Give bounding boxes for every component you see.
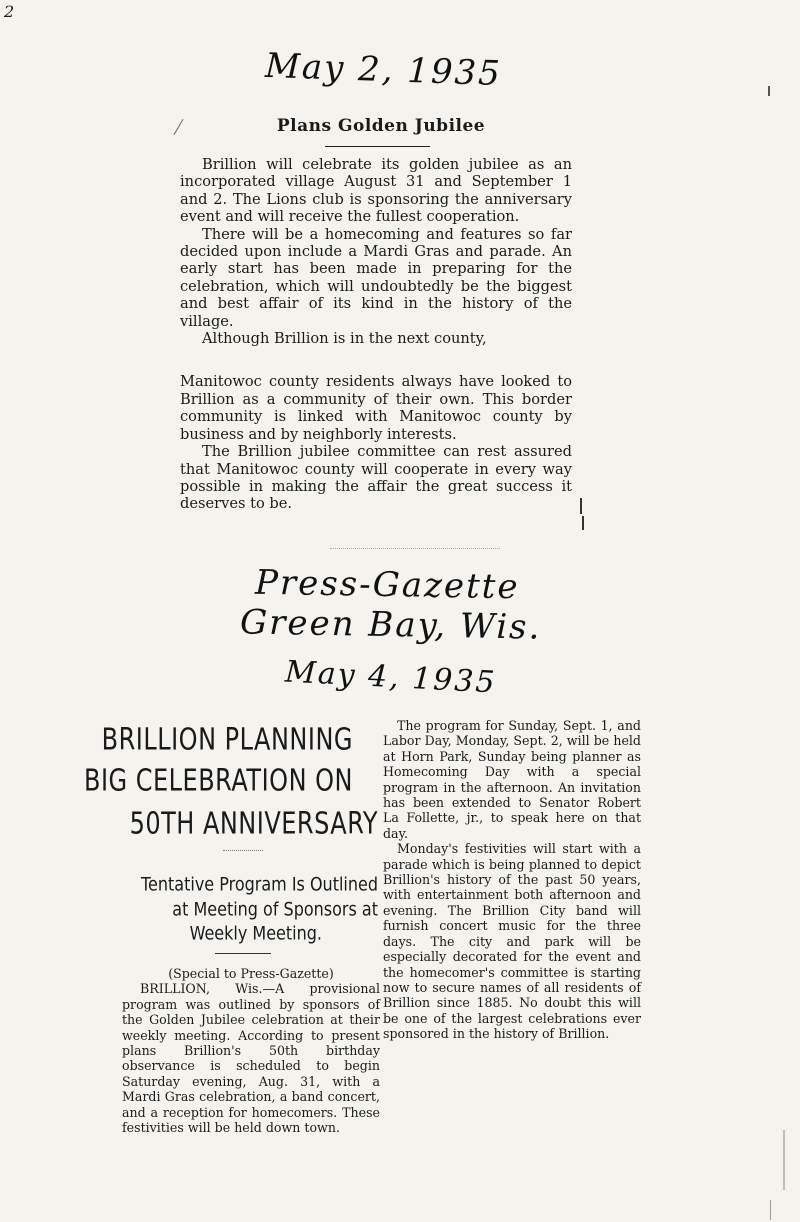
handwritten-source: Press-Gazette [254,562,520,608]
handwritten-source-city: Green Bay, Wis. [239,602,542,648]
title-rule [325,146,430,147]
paragraph: The program for Sunday, Sept. 1, and Labor Day, Monday, Sept. 2, will be held at Horn Park, Sunday being planner as Homecoming Day with a special program in the afternoon. An invitation has been extended to Senator Robert La Follette, jr., to speak here on that day. [383,718,641,841]
clipping-body [180,156,572,513]
article-column-left [122,966,380,1135]
divider [215,953,271,954]
article-column-right [383,718,641,1042]
paragraph: There will be a homecoming and features so far decided upon include a Mardi Gras and parade. An early start has been made in preparing for the celebration, which will undoubtedly be the biggest and best affair of its kind in the history of the village. [180,225,572,330]
pencil-mark [768,86,770,96]
subhead-line: at Meeting of Sponsors at [172,898,378,920]
subhead-line: Tentative Program Is Outlined [140,873,378,895]
scan-mark [582,516,584,530]
dateline: (Special to Press-Gazette) [168,966,334,981]
paragraph: Although Brillion is in the next county, [202,330,487,348]
paragraph: The Brillion jubilee committee can rest assured that Manitowoc county will cooperate in every way possible in making the affair the great success it deserves to be. [180,443,572,513]
paragraph: Brillion will celebrate its golden jubilee as an incorporated village August 31 and September 1 and 2. The Lions club is sponsoring the anniversary event and will receive the fullest cooperation. [180,156,572,226]
headline-line: BRILLION PLANNING [101,722,353,757]
pencil-mark [174,119,184,135]
handwritten-date: May 2, 1935 [264,45,503,95]
scan-edge [770,1200,771,1220]
smudge [330,548,500,549]
headline-line: 50TH ANNIVERSARY [129,806,378,841]
divider [223,850,263,851]
subhead-line: Weekly Meeting. [189,922,322,944]
handwritten-date: May 4, 1935 [284,654,498,701]
headline-line: BIG CELEBRATION ON [83,763,353,798]
paragraph: BRILLION, Wis.—A provisional program was outlined by sponsors of the Golden Jubilee celebration at their weekly meeting. According to present plans Brillion's 50th birthday observance is scheduled to begin Saturday evening, Aug. 31, with a Mardi Gras celebration, a band concert, and a reception for homecomers. These festivities will be held down town. [122,981,380,1136]
clipping-title: Plans Golden Jubilee [276,116,486,136]
paragraph: Manitowoc county residents always have looked to Brillion as a community of their own. This border community is linked with Manitowoc county by business and by neighborly interests. [180,373,572,443]
scan-mark [580,498,582,514]
paragraph: Monday's festivities will start with a parade which is being planned to depict Brillion's history of the past 50 years, with entertainment both afternoon and evening. The Brillion City band will furnish concert music for the three days. The city and park will be especially decorated for the event and the homecomer's committee is starting now to secure names of all residents of Brillion since 1885. No doubt this will be one of the largest celebrations ever sponsored in the history of Brillion. [383,841,641,1042]
page-number: 2 [4,2,15,21]
scan-edge [783,1130,785,1190]
